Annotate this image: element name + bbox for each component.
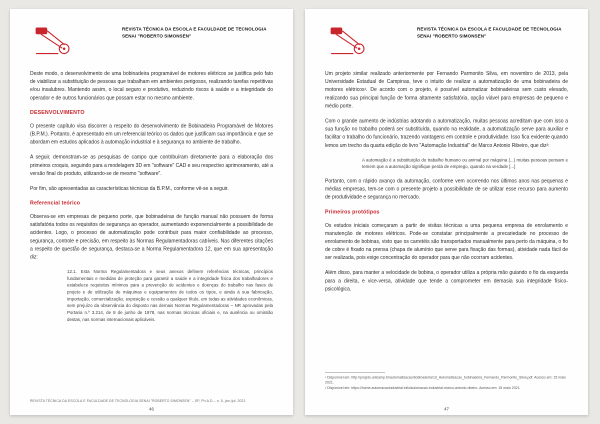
footnote-rule — [325, 372, 385, 373]
footnote-1: ¹ Disponível em: http://projeto.unicamp.br/automatizacao/bobinadeira/13_Automatizacao_bobinadeira_Fernando_Parmonito_Silva.pdf. Acesso em: 15 maio 2021. — [325, 375, 566, 385]
journal-title-line1: REVISTA TÉCNICA DA ESCOLA E FACULDADE DE TECNOLOGIA — [122, 26, 267, 32]
page-header — [325, 26, 568, 55]
page-left — [10, 9, 293, 415]
page-body — [30, 70, 273, 323]
paragraph: Por fim, são apresentadas as características técnicas da B.P.M., conforme vê-se a seguir. — [30, 185, 229, 192]
paragraph: Com o grande aumento de indústrias adotando a automatização, muitas pessoas acreditam que com isso a sua função no trabalho poderá ser substituída, quando na realidade, a automatização serve para auxiliar e facilitar o trabalho do funcionário, trazendo vantagens em controle e produtividade. Isso fica evidente quando lemos um trecho da quarta edição do livro "Automação Industrial" de Marco Antonio Ribeiro, que diz²: — [325, 118, 568, 149]
book-quote-automacao: A automação é a substituição do trabalho humano ou animal por máquina (...) muitas pessoas pensam e temem que a automação signifique perda de emprego, quando na verdade [...] — [362, 157, 568, 170]
section-heading-primeiros-prototipos: Primeiros protótipos — [325, 208, 380, 215]
footnote-2: ² Disponível em: https://home.automacaoindustrial.info/automacao-industrial-marco-antonio-ribeiro. Acesso em: 15 maio 2021. — [325, 386, 521, 390]
paragraph: O presente capítulo visa discorrer a respeito do desenvolvimento de Bobinadeira Programável de Motores (B.P.M.). Portanto, é apresentado em um referencial teórico os dados que justificam sua importância e que se abordam em estudos aplicados à automação industrial e à segurança no ambiente de trabalho. — [30, 123, 273, 146]
journal-title — [417, 26, 568, 40]
winding-machine-logo-icon — [329, 26, 374, 55]
journal-title-line1: REVISTA TÉCNICA DA ESCOLA E FACULDADE DE TECNOLOGIA — [417, 26, 562, 32]
paragraph: A seguir, demonstram-se as pesquisas de campo que contribuíram diretamente para a elaboração dos primeiros croquis, seguindo para a modelagem 3D em "software" CAD e seu respectivo aprimoramento, até a versão final do produto, utilizando-se de mesmo "software". — [30, 154, 273, 177]
page-number: 46 — [149, 406, 154, 412]
page-body — [325, 70, 568, 294]
paragraph: Os estudos iniciais começaram a partir de visitas técnicas a uma pequena empresa de enrolamento e manutenção de motores elétricos. Pode-se constatar principalmente a precariedade no processo de enrolamento de bobinas, visto que os carretéis são transportados manualmente para perto da máquina, o fio de cobre é fixado na prensa (chapa de alumínio que serve para fixação das formas), atividade nada fácil de ser realizada, pois exige concentração do operador para que não ocorram acidentes. — [325, 222, 568, 261]
paragraph: Observa-se em empresas de pequeno porte, que bobinadeiras de função manual não possuem de forma satisfatória todos os requisitos de segurança ao operador, aumentando exponencialmente a possibilidade de acidentes. Logo, o processo de automatização pode contribuir para maior confiabilidade ao processo, segurança, controle e precisão, em respeito às Normas Regulamentadoras cabíveis. Nas diferentes citações a respeito de questão de segurança, destaca-se a Norma Regulamentadora 12, que em sua apresentação diz: — [30, 214, 273, 260]
page-header — [30, 26, 273, 55]
journal-title-line2: SENAI "ROBERTO SIMONSEN" — [417, 33, 487, 39]
section-heading-referencial-teorico: Referencial teórico — [30, 200, 81, 207]
paragraph: Um projeto similar realizado anteriormente por Fernando Parmonito Silva, em novembro de 2013, pela Universidade Estadual de Campinas, teve o intuito de realizar a automatização de uma bobinadeira de motores elétricos¹. De acordo com o projeto, é possível automatizar bobinadeiras sem custo elevado, realizando sua principal função de forma altamente satisfatória, opção viável para empresas de pequeno e médio porte. — [325, 71, 568, 109]
section-heading-desenvolvimento: DESENVOLVIMENTO — [30, 109, 85, 116]
page-number: 47 — [444, 406, 449, 412]
winding-machine-logo-icon — [34, 26, 79, 55]
page-right — [305, 9, 588, 415]
footer-journal-line: REVISTA TÉCNICA DA ESCOLA E FACULDADE DE TECNOLOGIA SENAI "ROBERTO SIMONSEN" – SP, Ph.A.D – n. 5, jan./jul. 2021 — [30, 399, 246, 403]
norm-quote-nr12: 12.1. Esta Norma Regulamentadora e seus anexos definem referências técnicas, princípios fundamentais e medidas de proteção para garantir a saúde e a integridade física dos trabalhadores e estabelece requisitos mínimos para a prevenção de acidentes e doenças do trabalho nas fases de projeto e de utilização de máquinas e equipamentos de todos os tipos, e ainda à sua fabricação, importação, comercialização, exposição e cessão a qualquer título, em todas as atividades econômicas, sem prejuízo da observância do disposto nas demais Normas Regulamentadoras – NR aprovadas pela Portaria n.º 3.214, de 8 de junho de 1978, nas normas técnicas oficiais e, na ausência ou omissão destas, nas normas internacionais aplicáveis. — [67, 269, 273, 322]
journal-title — [122, 26, 273, 40]
journal-title-line2: SENAI "ROBERTO SIMONSEN" — [122, 33, 192, 39]
paragraph: Além disso, para manter a velocidade de bobina, o operador utiliza a própria mão guiando o fio da esquerda para a direita, e vice-versa, atividade que tende a comprometer em demasia sua integridade físico-psicológica. — [325, 270, 568, 292]
paragraph: Portanto, com o rápido avanço da automação, conforme vem ocorrendo nos últimos anos nas pequenas e médias empresas, tem-se com o presente projeto a possibilidade de se utilizar esse recurso para aumento de produtividade e segurança no mercado. — [325, 178, 568, 201]
footnotes — [325, 372, 568, 391]
paragraph: Deste modo, o desenvolvimento de uma bobinadeira programável de motores elétricos se justifica pelo fato de viabilizar a substituição de pessoas que trabalham em ambientes perigosos, realizando tarefas repetitivas e/ou insalubres. Mantendo assim, o local seguro e produtivo, reduzindo riscos à saúde e a integridade do operador e de outros funcionários que possam estar no mesmo ambiente. — [30, 71, 273, 101]
